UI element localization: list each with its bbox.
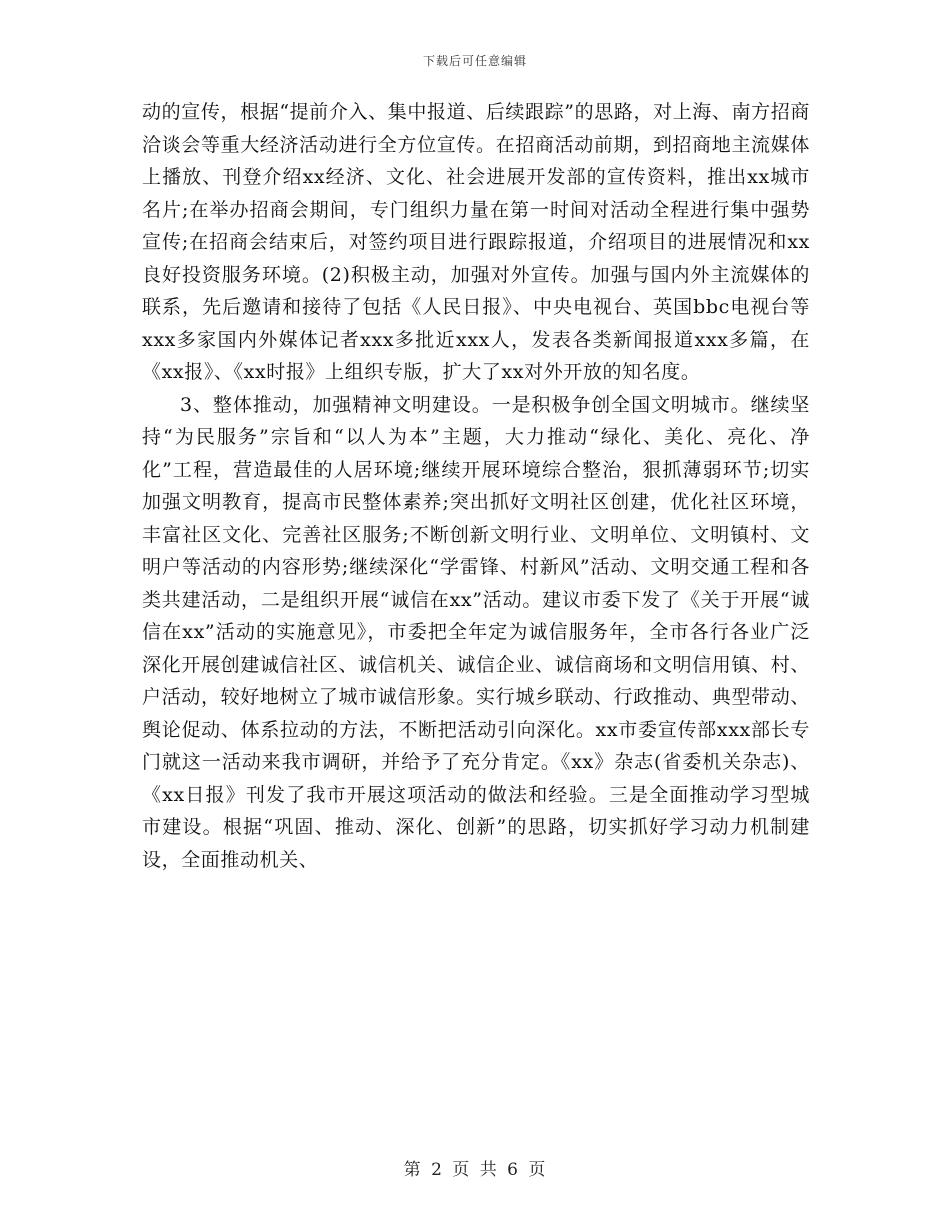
paragraph: 动的宣传，根据“提前介入、集中报道、后续跟踪”的思路，对上海、南方招商洽谈会等重大经济活动进行全方位宣传。在招商活动前期，到招商地主流媒体上播放、刊登介绍xx经济、文化、社会进展开发部的宣传资料，推出xx城市名片;在举办招商会期间，专门组织力量在第一时间对活动全程进行集中强势宣传;在招商会结束后，对签约项目进行跟踪报道，介绍项目的进展情况和xx良好投资服务环境。(2)积极主动，加强对外宣传。加强与国内外主流媒体的联系，先后邀请和接待了包括《人民日报》、中央电视台、英国bbc电视台等xxx多家国内外媒体记者xxx多批近xxx人，发表各类新闻报道xxx多篇，在《xx报》、《xx时报》上组织专版，扩大了xx对外开放的知名度。 [142,101,810,383]
document-body [142,96,810,876]
page-indicator: 第 2 页 共 6 页 [403,1160,547,1180]
header-note: 下载后可任意编辑 [422,54,527,68]
paragraph: 3、整体推动，加强精神文明建设。一是积极争创全国文明城市。继续坚持“为民服务”宗旨和“以人为本”主题，大力推动“绿化、美化、亮化、净化”工程，营造最佳的人居环境;继续开展环境综合整治，狠抓薄弱环节;切实加强文明教育，提高市民整体素养;突出抓好文明社区创建，优化社区环境，丰富社区文化、完善社区服务;不断创新文明行业、文明单位、文明镇村、文明户等活动的内容形势;继续深化“学雷锋、村新风”活动、文明交通工程和各类共建活动，二是组织开展“诚信在xx”活动。建议市委下发了《关于开展“诚信在xx”活动的实施意见》，市委把全年定为诚信服务年，全市各行各业广泛深化开展创建诚信社区、诚信机关、诚信企业、诚信商场和文明信用镇、村、户活动，较好地树立了城市诚信形象。实行城乡联动、行政推动、典型带动、舆论促动、体系拉动的方法，不断把活动引向深化。xx市委宣传部xxx部长专门就这一活动来我市调研，并给予了充分肯定。《xx》杂志(省委机关杂志)、《xx日报》刊发了我市开展这项活动的做法和经验。三是全面推动学习型城市建设。根据“巩固、推动、深化、创新”的思路，切实抓好学习动力机制建设，全面推动机关、 [142,393,810,871]
